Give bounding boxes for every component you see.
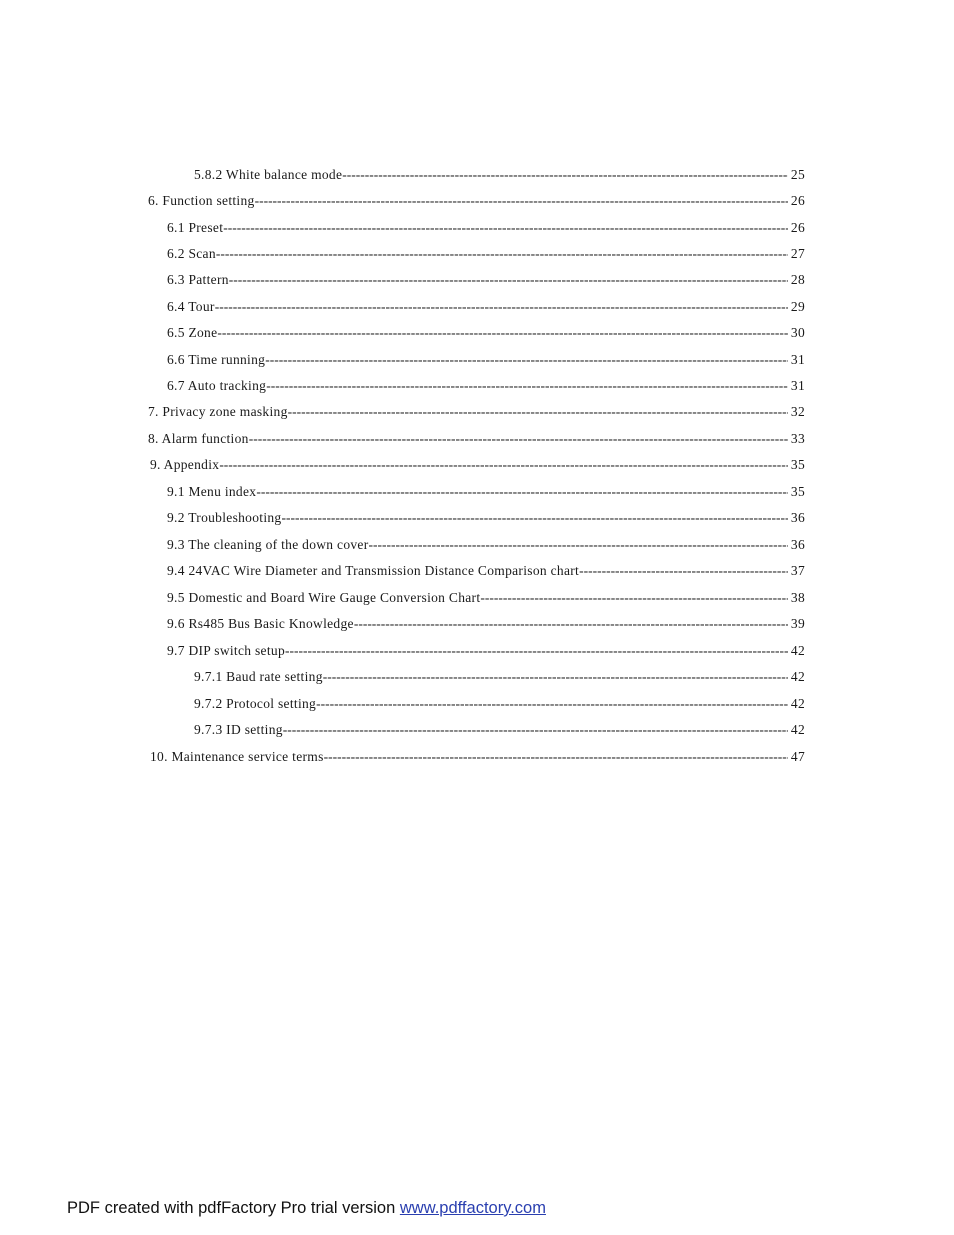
toc-entry[interactable] (167, 325, 805, 345)
toc-entry[interactable] (167, 643, 805, 663)
toc-entry[interactable] (194, 669, 805, 689)
toc-entry-title: 9.5 Domestic and Board Wire Gauge Conversion Chart (167, 590, 481, 605)
toc-entry-title: 5.8.2 White balance mode (194, 167, 343, 182)
toc-entry-page-number: 47 (790, 749, 805, 764)
toc-entry-title: 9.1 Menu index (167, 484, 257, 499)
toc-dot-leader (316, 696, 788, 712)
toc-entry-title: 6.4 Tour (167, 299, 215, 314)
toc-entry-page-number: 27 (790, 246, 805, 261)
toc-entry-title: 6.1 Preset (167, 220, 224, 235)
toc-entry[interactable] (167, 510, 805, 530)
toc-entry-title: 9.7.2 Protocol setting (194, 696, 317, 711)
toc-dot-leader (256, 484, 788, 500)
pdf-footer (67, 1199, 546, 1218)
toc-dot-leader (579, 563, 788, 579)
toc-entry[interactable] (167, 299, 805, 319)
toc-entry-title: 9.7.3 ID setting (194, 722, 283, 737)
toc-entry[interactable] (194, 696, 805, 716)
toc-entry-page-number: 36 (790, 510, 805, 525)
toc-dot-leader (266, 378, 788, 394)
toc-dot-leader (480, 590, 788, 606)
toc-entry-page-number: 29 (790, 299, 805, 314)
toc-entry[interactable] (167, 590, 805, 610)
toc-entry-title: 6.2 Scan (167, 246, 216, 261)
toc-entry-title: 7. Privacy zone masking (148, 404, 288, 419)
toc-entry[interactable] (167, 537, 805, 557)
toc-entry-page-number: 42 (790, 643, 805, 658)
toc-dot-leader (265, 352, 788, 368)
toc-entry-page-number: 32 (790, 404, 805, 419)
toc-entry-page-number: 25 (790, 167, 805, 182)
toc-entry-title: 10. Maintenance service terms (150, 749, 324, 764)
footer-text: PDF created with pdfFactory Pro trial version (67, 1199, 400, 1217)
toc-entry-title: 9.6 Rs485 Bus Basic Knowledge (167, 616, 354, 631)
toc-entry-title: 6.7 Auto tracking (167, 378, 267, 393)
toc-entry-title: 9.7.1 Baud rate setting (194, 669, 323, 684)
toc-dot-leader (283, 722, 788, 738)
toc-entry-page-number: 42 (790, 696, 805, 711)
toc-entry[interactable] (167, 352, 805, 372)
toc-entry-page-number: 28 (790, 272, 805, 287)
toc-entry[interactable] (167, 563, 805, 583)
toc-entry[interactable] (150, 457, 805, 477)
toc-dot-leader (223, 220, 788, 236)
footer-link[interactable]: www.pdffactory.com (399, 1199, 546, 1217)
toc-entry[interactable] (150, 749, 805, 769)
toc-entry[interactable] (167, 484, 805, 504)
toc-entry-title: 8. Alarm function (148, 431, 249, 446)
toc-entry[interactable] (167, 246, 805, 266)
toc-dot-leader (216, 246, 788, 262)
toc-entry-page-number: 38 (790, 590, 805, 605)
toc-entry-page-number: 26 (790, 220, 805, 235)
toc-entry[interactable] (167, 616, 805, 636)
toc-entry-page-number: 37 (790, 563, 805, 578)
toc-entry-title: 9.3 The cleaning of the down cover (167, 537, 369, 552)
toc-dot-leader (369, 537, 788, 553)
toc-dot-leader (249, 431, 788, 447)
toc-dot-leader (255, 193, 788, 209)
toc-entry-title: 6.6 Time running (167, 352, 266, 367)
toc-entry-page-number: 35 (790, 484, 805, 499)
toc-entry[interactable] (148, 193, 805, 213)
toc-entry[interactable] (194, 167, 805, 187)
toc-entry[interactable] (148, 404, 805, 424)
toc-entry-title: 6. Function setting (148, 193, 255, 208)
toc-dot-leader (288, 404, 788, 420)
toc-entry-page-number: 33 (790, 431, 805, 446)
toc-entry-title: 9.2 Troubleshooting (167, 510, 282, 525)
toc-dot-leader (285, 643, 788, 659)
toc-entry[interactable] (167, 220, 805, 240)
toc-entry-page-number: 30 (790, 325, 805, 340)
toc-entry-title: 6.5 Zone (167, 325, 218, 340)
toc-dot-leader (215, 299, 788, 315)
toc-dot-leader (354, 616, 788, 632)
toc-entry-page-number: 36 (790, 537, 805, 552)
toc-dot-leader (217, 325, 788, 341)
toc-entry[interactable] (194, 722, 805, 742)
toc-dot-leader (324, 749, 788, 765)
toc-entry-page-number: 26 (790, 193, 805, 208)
toc-entry-title: 9.7 DIP switch setup (167, 643, 285, 658)
toc-entry-title: 9.4 24VAC Wire Diameter and Transmission Distance Comparison chart (167, 563, 580, 578)
toc-entry[interactable] (167, 378, 805, 398)
toc-dot-leader (229, 272, 788, 288)
toc-entry[interactable] (167, 272, 805, 292)
toc-entry-title: 9. Appendix (150, 457, 220, 472)
toc-entry-title: 6.3 Pattern (167, 272, 229, 287)
toc-entry-page-number: 31 (790, 378, 805, 393)
toc-entry-page-number: 39 (790, 616, 805, 631)
toc-dot-leader (323, 669, 788, 685)
toc-dot-leader (342, 167, 788, 183)
toc-entry-page-number: 42 (790, 722, 805, 737)
toc-entry-page-number: 31 (790, 352, 805, 367)
toc-entry-page-number: 42 (790, 669, 805, 684)
toc-dot-leader (281, 510, 787, 526)
toc-entry[interactable] (148, 431, 805, 451)
toc-dot-leader (219, 457, 788, 473)
toc-entry-page-number: 35 (790, 457, 805, 472)
